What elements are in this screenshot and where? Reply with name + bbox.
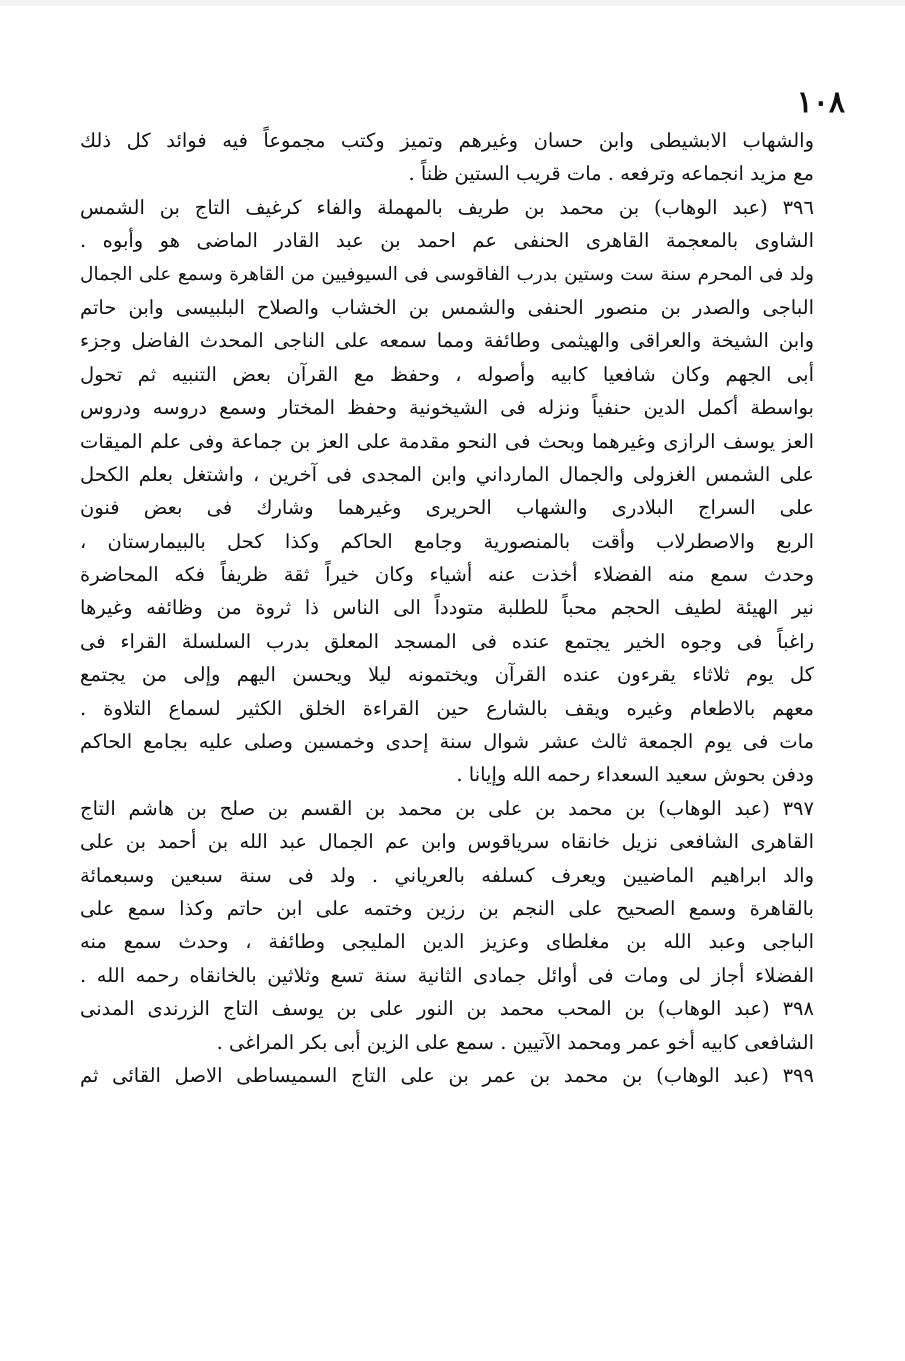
text-line: ودفن بحوش سعيد السعداء رحمه الله وإيانا . <box>456 763 814 787</box>
text-line: الباجى والصدر بن منصور الحنفى والشمس بن الخشاب والصلاح البلبيسى وابن حاتم <box>80 295 814 319</box>
text-line: راغباً فى وجوه الخير يجتمع عنده فى المسجد المعلق بدرب السلسلة القراء فى <box>80 629 814 653</box>
text-line: الفضلاء أجاز لى ومات فى أوائل جمادى الثانية سنة تسع وثلاثين بالخانقاه رحمه الله . <box>80 963 814 987</box>
text-line: ٣٩٦ (عبد الوهاب) بن محمد بن طريف بالمهملة والفاء كرغيف التاج بن الشمس <box>80 195 814 219</box>
text-line: الباجى وعبد الله بن مغلطاى وعزيز الدين المليجى وطائفة ، وحدث سمع منه <box>80 930 814 954</box>
text-line: بواسطة أكمل الدين حنفياً ونزله فى الشيخونية وحفظ المختار وسمع دروسه ودروس <box>80 396 814 420</box>
text-line: مات فى يوم الجمعة ثالث عشر شوال سنة إحدى وخمسين وصلى عليه بجامع الحاكم <box>80 730 814 754</box>
text-line: أبى الجهم وكان شافعيا كابيه وأصوله ، وحفظ مع القرآن بعض التنبيه ثم تحول <box>80 362 814 386</box>
text-line: وحدث سمع منه الفضلاء أخذت عنه أشياء وكان خيراً ثقة ظريفاً فكه المحاضرة <box>80 563 814 587</box>
text-line: الشافعى كابيه أخو عمر ومحمد الآتيين . سمع على الزين أبى بكر المراغى . <box>216 1030 814 1054</box>
text-line: نير الهيئة لطيف الحجم محباً للطلبة متودداً الى الناس ذا ثروة من وظائفه وغيرها <box>80 596 814 620</box>
text-line: ٣٩٨ (عبد الوهاب) بن المحب محمد بن النور على بن يوسف التاج الزرندى المدنى <box>80 997 814 1021</box>
text-line: الشاوى بالمعجمة القاهرى الحنفى عم احمد بن عبد القادر الماضى هو وأبوه . <box>80 229 814 253</box>
text-line: بالقاهرة وسمع الصحيح على النجم بن رزين وختمه على ابن حاتم وكذا سمع على <box>80 896 814 920</box>
text-line: القاهرى الشافعى نزيل خانقاه سرياقوس وابن عم الجمال عبد الله بن أحمد بن على <box>80 830 814 854</box>
scan-edge <box>0 0 905 6</box>
text-line: على السراج البلادرى والشهاب الحريرى وغيرهما وشارك فى بعض فنون <box>80 496 814 520</box>
text-line: ٣٩٧ (عبد الوهاب) بن محمد بن على بن محمد بن القسم بن صلح بن هاشم التاج <box>80 796 814 820</box>
text-line: ولد فى المحرم سنة ست وستين بدرب الفاقوسى فى السيوفيين من القاهرة وسمع على الجمال <box>80 263 814 285</box>
text-line: مع مزيد انجماعه وترفعه . مات قريب الستين ظناً . <box>408 162 814 186</box>
text-line: ٣٩٩ (عبد الوهاب) بن محمد بن عمر بن على التاج السميساطى الاصل القائى ثم <box>80 1063 814 1087</box>
text-line: العز يوسف الرازى وغيرهما وبحث فى النحو مقدمة على العز بن جماعة وفى علم الميقات <box>80 429 814 453</box>
text-line: على الشمس الغزولى والجمال المارداني وابن المجدى فى آخرين ، واشتغل بعلم الكحل <box>80 462 814 486</box>
text-line: وابن الشيخة والعراقى والهيثمى وطائفة ومما سمعه على الناجى المحدث الفاضل وجزء <box>80 329 814 353</box>
page-body <box>80 124 814 1092</box>
text-line: والد ابراهيم الماضيين ويعرف كسلفه بالعرياني . ولد فى سنة سبعين وسبعمائة <box>80 863 814 887</box>
text-line: والشهاب الابشيطى وابن حسان وغيرهم وتميز وكتب مجموعاً فيه فوائد كل ذلك <box>80 129 814 152</box>
text-line: الربع والاصطرلاب وأقت بالمنصورية وجامع الحاكم وكذا كحل بالبيمارستان ، <box>80 529 814 553</box>
page-number: ١٠٨ <box>796 85 845 120</box>
text-line: كل يوم ثلاثاء يقرءون عنده القرآن ويختمونه ليلا ويحسن اليهم وإلى من يجتمع <box>80 663 814 687</box>
text-line: معهم بالاطعام وغيره ويقف بالشارع حين القراءة الخلق الكثير لسماع التلاوة . <box>80 696 814 720</box>
